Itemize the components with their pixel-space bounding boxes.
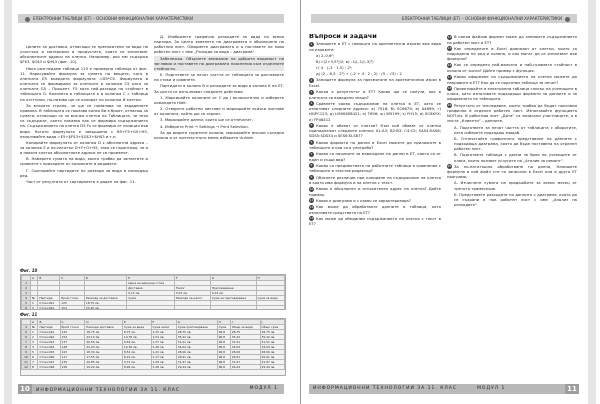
sheet-cell: 2 <box>31 335 38 340</box>
row-header-cell: 5 <box>22 330 31 335</box>
sheet-cell: 8,19 лв. <box>122 355 151 360</box>
question-item <box>309 151 441 162</box>
sheet-cell: 31,97 лв. <box>260 360 284 365</box>
sheet-cell: I <box>230 320 260 325</box>
sheet-cell: 122 <box>60 350 85 355</box>
sheet-cell: 8,75 лв. <box>122 330 151 335</box>
sheet-cell: Стоки №2 <box>38 306 60 311</box>
question-text: Запишете формула за пресмятане на аритметичния израз в Excel. <box>309 77 441 88</box>
sheet-cell: Претоварване <box>210 286 256 291</box>
question-item <box>309 41 441 52</box>
question-item <box>309 140 441 151</box>
row-header-cell: 1 <box>22 281 31 286</box>
sheet-cell: 7 <box>31 360 38 365</box>
row-header-cell: 7 <box>22 340 31 345</box>
row-header-cell: 3 <box>22 291 31 296</box>
sheet-cell: 1,22 лв. <box>151 350 176 355</box>
sheet-cell: Партида <box>38 325 60 330</box>
question-item <box>309 53 441 58</box>
sheet-cell: 28,06 <box>230 350 260 355</box>
step: 3. Маркирайте данни, които ще се отпечатат. <box>160 117 253 123</box>
question-number: 15 <box>447 46 452 51</box>
sheet-cell: 1,54 лв. <box>151 335 176 340</box>
sheet-cell: J <box>260 320 284 325</box>
sheet-cell: 125 <box>60 301 85 306</box>
paragraph: Г. Сортирайте партидите по разходи за вида в низходящ ред. <box>20 167 148 178</box>
sheet-cell: 1 <box>31 301 38 306</box>
sheet-cell: 29,44 лв. <box>176 365 217 370</box>
sheet-cell: 9,73 лв. <box>122 360 151 365</box>
question-item <box>309 198 441 204</box>
sheet-cell: 8,54 лв. <box>122 350 151 355</box>
sheet-cell: Брой стоки <box>60 325 85 330</box>
sheet-cell: 96,8 <box>217 345 230 350</box>
sheet-cell: C <box>60 276 85 281</box>
sheet-cell: 125 <box>60 330 85 335</box>
sheet-cell: A <box>31 276 38 281</box>
sheet-cell: 28,75 лв. <box>176 330 217 335</box>
right-footer <box>309 384 579 394</box>
sheet-cell: 34,04 лв. <box>260 345 284 350</box>
sheet-cell: 22,20 лв. <box>85 345 123 350</box>
sheet-cell: 96,8 <box>217 355 230 360</box>
row-header-cell: 2 <box>22 286 31 291</box>
fig11-caption: Фиг. 11 <box>20 312 38 317</box>
sheet-cell: Партида <box>38 296 60 301</box>
question-text: г) 4 · (–3 · 1,5) : 2²; <box>316 65 353 71</box>
question-number: 10 <box>309 186 314 191</box>
sheet-cell: 128 <box>60 365 85 370</box>
paragraph: Д. Изобразете графично разходите за вида по всеки партида. За целта заменете на диаграмата е обозначена на работния лист. Оформете диаграмата и я поставете на ново работен лист с име „Разходи за вида – диаграма“. <box>154 34 284 55</box>
row-header-cell: 4 <box>22 296 31 301</box>
sheet-cell: G <box>176 320 217 325</box>
fig11-table <box>21 319 285 370</box>
question-text: Запишете в ЕТ с помощта на аритметични изрази във вида на изразите: <box>309 41 441 52</box>
sheet-cell <box>127 306 175 311</box>
sheet-cell: 35,42 <box>230 335 260 340</box>
question-text: Какви формати на данни в Excel можете да приложите в таблиците и кои са в употреба? <box>309 139 441 151</box>
question-text: Резултати от изследване, които трябва да бъдат показани графично в отделен работен лист. Използвайте функцията NOIT.xls. В работния лист „Дата“ са записани участниците, а в листа „Клиенти“ – данните. <box>447 102 577 124</box>
sheet-cell: F <box>174 276 210 281</box>
sheet-cell: 96,8 <box>217 330 230 335</box>
question-number: 17 <box>447 74 452 79</box>
question-number: 20 <box>447 164 452 169</box>
sheet-cell: 18,30 лв. <box>85 350 123 355</box>
sheet-cell: 23,10 лв. <box>85 335 123 340</box>
sheet-cell: 2 <box>31 306 38 311</box>
question-text: Какво е абсолютен и относителен адрес на клетка? Дайте пример. <box>309 186 441 197</box>
footer-module: МОДУЛ 1 <box>477 386 506 391</box>
question-text: За по-нататъшно обработване на данни, Напишете формула в кой файл сте ги записали в Excel или в друга ЕТ програма. <box>447 163 577 180</box>
figure-10-spreadsheet <box>20 274 286 310</box>
row-header-cell: 11 <box>22 360 31 365</box>
question-item <box>309 101 441 122</box>
question-text: Какво оформяне на съдържанието на клетка можете да направите в ЕТ? Как да се подготви таблица за печат? <box>447 74 577 85</box>
fig10-caption: Фиг. 10 <box>20 268 38 273</box>
sheet-cell: 29,44 <box>230 365 260 370</box>
right-column-1 <box>309 34 441 374</box>
question-item <box>309 89 441 100</box>
sheet-cell: 18,75 лв. <box>85 330 123 335</box>
question-number: 19 <box>447 103 452 108</box>
question-item <box>447 103 577 124</box>
question-item <box>447 152 577 162</box>
question-text: а) 2–0,6²; <box>316 52 335 58</box>
question-item <box>309 216 441 227</box>
sheet-cell: H <box>217 320 230 325</box>
sheet-cell: Разходи доставка <box>85 325 123 330</box>
sheet-cell: B <box>38 276 60 281</box>
sheet-cell: 8 <box>31 365 38 370</box>
sheet-cell: 3 <box>31 340 38 345</box>
bullet-icon <box>565 17 570 22</box>
sheet-cell: E <box>122 320 151 325</box>
sheet-cell: 1,48 лв. <box>151 345 176 350</box>
question-text: В какъв файлов формат може да запишете съдържанието на работен лист в ЕТ? <box>447 34 577 45</box>
paragraph: Копирайте формулата от колонка D с абсолютни адреси – за колонка E и по-нататък D+F+G+H5, така се гарантира, че и в новата клетка абсолютните адреси не се променят. <box>20 139 148 156</box>
question-list-1 <box>309 41 441 226</box>
sheet-cell: 0,07 лв. <box>174 291 210 296</box>
left-footer <box>18 384 284 394</box>
sheet-cell: Стоки №6 <box>38 355 60 360</box>
sheet-cell: 20,55 лв. <box>85 340 123 345</box>
sheet-cell: Сума за вида <box>122 325 151 330</box>
sheet-cell: E <box>127 276 175 281</box>
row-header-cell: 6 <box>22 335 31 340</box>
question-text: Б. Отпечатайте графичното представяне на данните с подходяща диаграма, която да бъде поставена на отделен работен лист. <box>454 135 577 152</box>
question-item <box>447 34 577 45</box>
sheet-cell: 1 <box>31 330 38 335</box>
sheet-cell: Сума <box>127 296 175 301</box>
sheet-cell: 1,28 лв. <box>151 365 176 370</box>
row-header-cell: 6 <box>22 306 31 311</box>
footer-module: МОДУЛ 1 <box>249 386 278 391</box>
paragraph: Е. Подгответе за печат частта от таблицата за доставките на стоки и сравнете. <box>154 72 284 83</box>
sheet-cell: Стоки №4 <box>38 345 60 350</box>
footer-title: ИНФОРМАЦИОННИ ТЕХНОЛОГИИ ЗА 11. КЛАС <box>36 388 181 393</box>
sheet-cell: Стоки №1 <box>38 330 60 335</box>
question-item <box>447 125 577 135</box>
sheet-cell: 1,39 лв. <box>151 360 176 365</box>
sheet-cell: Стоки №3 <box>38 340 60 345</box>
question-text: Как може да обработвате данните в таблица, като използвате средствата на ЕТ? <box>309 204 441 215</box>
sheet-cell: Сума за претоварване <box>210 296 256 301</box>
question-item <box>309 204 441 215</box>
sheet-cell: 96,8 <box>217 340 230 345</box>
sheet-cell: 19,20 лв. <box>85 365 123 370</box>
sheet-cell: 18,75 лв. <box>84 301 126 306</box>
sheet-cell: 28,75 <box>230 330 260 335</box>
sheet-cell: D <box>84 276 126 281</box>
sheet-cell: 1,25 лв. <box>151 330 176 335</box>
sheet-cell: 10,36 лв. <box>122 345 151 350</box>
question-text: Сравнете какво съдържание на клетка в ЕТ, като се използват следните адреси: а) 7518; б) SC6679; в) A4699; г) HGPC123; д) LM90658421; е) T656; ж) W5199; з) FH15; и) SC6KYX; к) FP48412 <box>309 100 441 122</box>
right-header-text: ЕЛЕКТРОННИ ТАБЛИЦИ (ЕТ) – ОСНОВНИ ФУНКЦИОНАЛНИ ХАРАКТЕРИСТИКИ <box>401 16 562 21</box>
sheet-cell: 29,44 лв. <box>260 365 284 370</box>
sheet-cell: 20,85 лв. <box>85 360 123 365</box>
left-margin-strip <box>4 0 12 404</box>
sheet-cell: D <box>85 320 123 325</box>
question-number: 12 <box>309 204 314 209</box>
sheet-cell: 154 <box>60 335 85 340</box>
sheet-cell: 0,01 лв. <box>210 291 256 296</box>
sheet-cell: Стоки №2 <box>38 335 60 340</box>
question-text: б) √(2+3,5²)/2; в) –1/(–1/(–3)²) <box>316 58 374 64</box>
sheet-cell: 35,42 лв. <box>176 335 217 340</box>
question-item <box>447 74 577 85</box>
sheet-cell: 4 <box>31 345 38 350</box>
sheet-cell: 26,91 лв. <box>176 355 217 360</box>
sheet-cell: Сума <box>217 325 230 330</box>
sheet-cell: Разходи за доставка <box>84 296 126 301</box>
sheet-cell: Стоки №8 <box>38 365 60 370</box>
step: 1. Маркирайте колоните от C до J включително и изберете командата Hide. <box>154 94 284 105</box>
sheet-cell: 96,8 <box>217 350 230 355</box>
question-number: 7 <box>310 151 313 156</box>
question-item <box>447 86 577 102</box>
sheet-cell: F <box>151 320 176 325</box>
sheet-cell: Цена на единица стока <box>127 281 175 286</box>
question-item <box>447 62 577 73</box>
row-header-cell: 4 <box>22 325 31 330</box>
row-header-cell: 8 <box>22 345 31 350</box>
paragraph: За да видите скритите колони, маркирайте всички съседни колони и от контекстното меню изберете Unhide. <box>154 129 284 140</box>
question-text: Какво е диаграма и с какво се характеризира? <box>316 197 411 203</box>
note-paragraph: Забележка. Обърнете внимание на добрата видимост на заглавия и поставете на диаграмата пояснения към отделните стойности. <box>154 55 284 71</box>
question-list-2 <box>447 34 577 207</box>
paragraph: Нека разгледаме таблица 123 е примерна таблица от фиг. 11. Нарисувайте формула за сумата на вещите, кого в клетката E5 въведете формулата =D5*C5. Формулата в клетката се формирана за клетките в колонка C5 като за клетката G5 – Процент, F5 като най-разходи на стойност в таблицата G. Колоната в таблицата е в колонка C с таблица на отстъпки, по-низово ще се копират по колонка И клетки. <box>20 65 148 102</box>
left-column-1 <box>20 44 148 264</box>
step: 2. Отворете работни листове и маркирайте всички листове от колоната, който ще се скрият. <box>154 106 284 117</box>
sheet-cell: 26,91 лв. <box>260 355 284 360</box>
section-title: Въпроси и задачи <box>309 34 377 40</box>
right-running-header <box>311 14 577 23</box>
right-column-2 <box>447 34 577 374</box>
footer-title: ИНФОРМАЦИОННИ ТЕХНОЛОГИИ ЗА 11. КЛАС <box>313 386 458 391</box>
sheet-cell: Доставка <box>127 286 175 291</box>
left-header-text: ЕЛЕКТРОННИ ТАБЛИЦИ (ЕТ) – ОСНОВНИ ФУНКЦИОНАЛНИ ХАРАКТЕРИСТИКИ <box>33 16 194 21</box>
sheet-cell: B <box>38 320 60 325</box>
sheet-cell <box>210 306 256 311</box>
step: 4. Изберете Print → Settings → Print Selection. <box>160 123 250 129</box>
page-number: 10 <box>18 384 32 394</box>
sheet-cell: 34,04 <box>230 345 260 350</box>
question-item <box>309 77 441 88</box>
question-number: 9 <box>310 175 313 179</box>
sheet-cell: 31,51 <box>230 340 260 345</box>
sheet-cell: 1,17 лв. <box>151 355 176 360</box>
paragraph: В. Намерете сумата на вида, които трябва да заплатите и сравнете с приходите от колонките и редовете. <box>20 156 148 167</box>
left-column-2 <box>154 34 284 264</box>
question-text: А. Изчислете сумата на продажбите за всеки месец от третото тримесечие. <box>454 180 577 191</box>
sheet-cell: H <box>256 276 284 281</box>
sheet-cell: 96,8 <box>217 365 230 370</box>
question-text: Обяснете различие при копиране на съдържание на клетка в която има формула и на клетка с текст. <box>309 174 441 185</box>
paragraph: За втората страна, че ще се намалява по зададените правила. В таблицата се показва колко би е броят, отнасящ за сумата, отнасящи се за всички клетки на Таблицата, че тези се съдържат, което показва как се формира съдържанието на. Съдържанието на клетка D5 Fs се формира от позиция във вида. Когато формулата е завършена с B5+F5+G5+H5, използвайте вида =E5+$F$3+$G$3+$H$3 и т.н. <box>20 102 148 139</box>
question-item <box>309 65 441 70</box>
sheet-cell: Сума претоварване <box>176 325 217 330</box>
question-text: д) (2 – 6,5 · 2²) ÷ (–2 + 4 · 2 : 2) · (5 – √3) : 2 <box>316 71 402 77</box>
paragraph: Партидата в колона B и разходите за вида в колона K на ЕТ. За целта се изпълняват следните действия: <box>154 83 284 94</box>
question-number: 18 <box>447 86 452 91</box>
sheet-row <box>22 306 285 311</box>
sheet-cell: 34,04 лв. <box>176 345 217 350</box>
sheet-cell: Стоки №1 <box>38 301 60 306</box>
sheet-cell: 28,06 лв. <box>176 350 217 355</box>
sheet-cell: 0,15 лв. <box>127 291 175 296</box>
question-item <box>447 136 577 151</box>
fig10-table <box>21 275 285 310</box>
row-header-cell: 12 <box>22 365 31 370</box>
sheet-cell: № <box>31 296 38 301</box>
question-text: Какви са начините за въвеждане на данни в ЕТ, които са от един и същи вид? <box>309 151 441 162</box>
sheet-cell: 17,55 лв. <box>85 355 123 360</box>
sheet-cell: 23,10 лв. <box>84 306 126 311</box>
sheet-cell: 148 <box>60 345 85 350</box>
sheet-cell: 8,96 лв. <box>122 365 151 370</box>
sheet-cell: 5 <box>31 350 38 355</box>
sheet-cell <box>174 306 210 311</box>
sheet-cell: № <box>31 325 38 330</box>
sheet-cell: 6 <box>31 355 38 360</box>
sheet-cell: Разходи за налог <box>174 296 210 301</box>
sheet-cell: C <box>60 320 85 325</box>
question-number: 11 <box>309 198 314 203</box>
sheet-cell: Брой стоки <box>60 296 85 301</box>
question-text: Проектирайте в електронна таблица списък на учениците в класа, като използвате подходящи формати за данните и за оформянето на таблицата. <box>447 85 577 102</box>
sheet-cell: Стоки №7 <box>38 360 60 365</box>
sheet-cell: 117 <box>60 355 85 360</box>
question-text: Как определяте в Excel диапазон от клетки, които са подредени по ред и колона, и как могат да се използват във формули? <box>447 45 577 62</box>
question-text: В. Подгответе таблица с данни за броя на учениците от класа, които ползват услугите на „Ателие за ремонт“. <box>454 152 577 163</box>
question-item <box>309 123 441 139</box>
row-header-cell: 9 <box>22 350 31 355</box>
question-number: 8 <box>310 163 313 168</box>
sheet-cell: 10,78 лв. <box>122 335 151 340</box>
sheet-cell: Сума за вида <box>256 296 284 301</box>
question-number: 6 <box>310 140 313 145</box>
sheet-cell: 96,8 <box>217 360 230 365</box>
sheet-cell: A <box>31 320 38 325</box>
sheet-cell: 31,97 лв. <box>176 360 217 365</box>
sheet-cell: G <box>210 276 256 281</box>
question-number: 2 <box>310 77 313 82</box>
left-running-header <box>18 14 284 23</box>
right-margin-strip <box>588 0 596 404</box>
paragraph: Част от резултата от сортирането е даден на фиг. 11. <box>26 178 136 184</box>
sheet-cell: 28,06 лв. <box>260 350 284 355</box>
question-text: Какъв е резултатът в ЕТ? Какво ще се получи, ако в клетката са въведени знаци? <box>309 89 441 100</box>
row-header-cell: 5 <box>22 301 31 306</box>
question-number: 5 <box>310 123 313 128</box>
sheet-cell <box>256 306 284 311</box>
sheet-cell: 31,51 лв. <box>176 340 217 345</box>
figure-11-spreadsheet <box>20 318 286 376</box>
bullet-icon <box>25 17 30 22</box>
sheet-cell: 1,37 лв. <box>151 340 176 345</box>
sheet-cell: 9,59 лв. <box>122 340 151 345</box>
question-item <box>309 186 441 197</box>
question-text: Б. Представете разходите на данните с диаграма, която да се съхрани в нов работен лист с име „Анализ на разходите“. <box>454 191 577 208</box>
sheet-cell: Общо за вида <box>230 325 260 330</box>
question-item <box>309 59 441 64</box>
sheet-cell: 139 <box>60 360 85 365</box>
question-item <box>447 164 577 180</box>
paragraph: Целите за доставка, отнасящи се пренаситени за вида на участъка и материали и продуктите, които се използват абсолютните адреси на клетки. Например, ако мм съдържа $F$3, $G$3 и $H$3 (фиг. 10). <box>20 44 148 65</box>
question-item <box>447 192 577 207</box>
question-text: Как може да обединим съдържанието на клетка с текст в ЕТ? <box>309 215 441 227</box>
sheet-cell: 35,42 лв. <box>260 335 284 340</box>
question-item <box>447 46 577 62</box>
question-number: 16 <box>447 62 452 67</box>
question-item <box>309 71 441 76</box>
sheet-cell: 31,97 <box>230 360 260 365</box>
question-number: 1 <box>310 41 313 46</box>
sheet-cell: 28,75 лв. <box>260 330 284 335</box>
sheet-cell: 96,8 <box>217 335 230 340</box>
sheet-cell: Общо сума <box>260 325 284 330</box>
sheet-cell: Стоки №5 <box>38 350 60 355</box>
row-header-cell: 10 <box>22 355 31 360</box>
question-number: 3 <box>310 89 313 94</box>
sheet-cell: 137 <box>60 340 85 345</box>
question-item <box>447 180 577 190</box>
question-text: Как се определя най-малката и най-голямата стойност в колона от числа? Дайте пример с функция. <box>447 62 577 73</box>
question-text: Какво е обхват от клетки? Към кой обхват от клетки принадлежат следните клетки: A1:A3; B2:B3; C4:C5; SAS4:SAS6; SDS5:SDS34 и SES6:SLS67? <box>309 122 441 139</box>
question-text: А. Подгответе за печат частта от таблицата с оборотите, като изберете подходящ мащаб. <box>454 124 577 135</box>
right-page <box>301 0 600 404</box>
sheet-cell: Налог <box>174 286 210 291</box>
page-number: 11 <box>565 384 579 394</box>
question-item <box>309 175 441 186</box>
question-number: 13 <box>309 216 314 221</box>
sheet-row <box>22 365 285 370</box>
sheet-cell: Сума налог <box>151 325 176 330</box>
sheet-cell: 154 <box>60 306 85 311</box>
sheet-cell: 31,51 лв. <box>260 340 284 345</box>
question-number: 4 <box>310 101 313 106</box>
question-item <box>309 163 441 174</box>
question-number: 14 <box>447 34 452 39</box>
question-text: Какви са предимствата на работните таблици в сравнение с таблиците в текстов редактор? <box>309 162 441 174</box>
sheet-cell: 26,91 <box>230 355 260 360</box>
